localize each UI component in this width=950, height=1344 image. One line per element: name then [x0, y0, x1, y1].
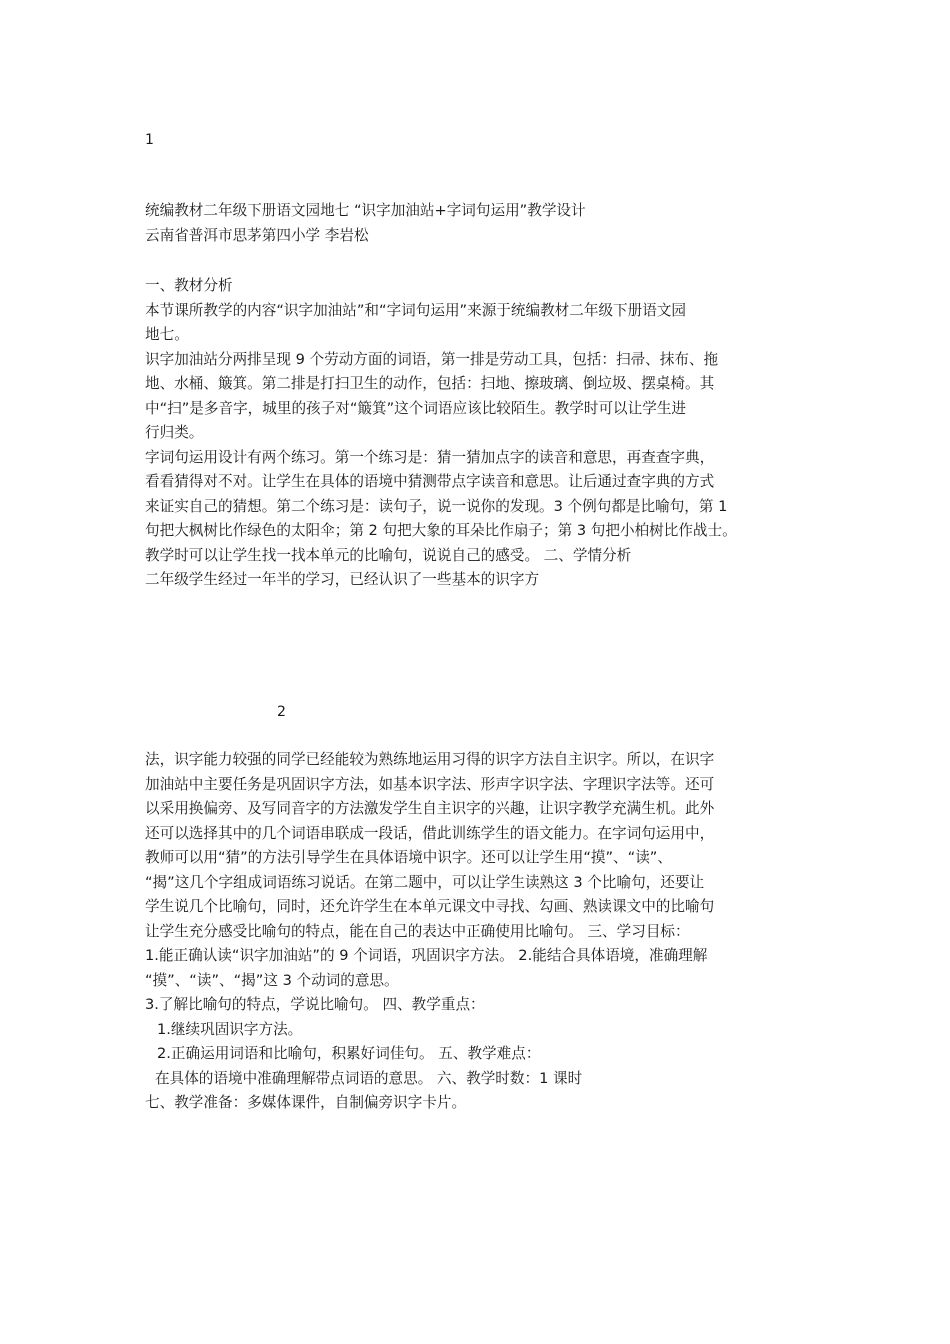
paragraph-line: 来证实自己的猜想。第二个练习是：读句子，说一说你的发现。3 个例句都是比喻句，第 1	[145, 497, 728, 515]
document-title: 统编教材二年级下册语文园地七 “识字加油站+字词句运用”教学设计	[145, 202, 586, 219]
paragraph-line: 还可以选择其中的几个词语串联成一段话，借此训练学生的语文能力。在字词句运用中，	[145, 824, 715, 842]
section-heading-analysis: 一、教材分析	[145, 277, 233, 294]
paragraph-line: 地、水桶、簸箕。第二排是打扫卫生的动作，包括：扫地、擦玻璃、倒垃圾、摆桌椅。其	[145, 375, 715, 392]
objective-line: 1.能正确认读“识字加油站”的 9 个词语，巩固识字方法。 2.能结合具体语境，准确理解	[145, 947, 708, 964]
key-point-line: 1.继续巩固识字方法。	[157, 1020, 303, 1038]
key-point-line: 2.正确运用词语和比喻句，积累好词佳句。 五、教学难点：	[157, 1045, 541, 1062]
paragraph-line: 学生说几个比喻句，同时，还允许学生在本单元课文中寻找、勾画、熟读课文中的比喻句	[145, 898, 715, 915]
paragraph-line: 地七。	[145, 326, 189, 343]
page-number-2: 2	[277, 704, 286, 720]
objective-line: “摸”、“读”、“揭”这 3 个动词的意思。	[145, 971, 399, 989]
paragraph-line: 中“扫”是多音字，城里的孩子对“簸箕”这个词语应该比较陌生。教学时可以让学生进	[145, 399, 687, 417]
paragraph-line: 识字加油站分两排呈现 9 个劳动方面的词语，第一排是劳动工具，包括：扫帚、抹布、拖	[145, 350, 719, 368]
document-title-block	[145, 199, 586, 248]
paragraph-line: 教师可以用“猜”的方法引导学生在具体语境中识字。还可以让学生用“摸”、“读”、	[145, 849, 672, 866]
paragraph-line: 本节课所教学的内容“识字加油站”和“字词句运用”来源于统编教材二年级下册语文园	[145, 301, 687, 319]
paragraph-line: 让学生充分感受比喻句的特点，能在自己的表达中正确使用比喻句。 三、学习目标：	[145, 922, 690, 940]
paragraph-line: “揭”这几个字组成词语练习说话。在第二题中，可以让学生读熟这 3 个比喻句，还要让	[145, 873, 705, 891]
paragraph-line: 加油站中主要任务是巩固识字方法，如基本识字法、形声字识字法、字理识字法等。还可	[145, 775, 715, 793]
paragraph-line: 行归类。	[145, 424, 204, 441]
paragraph-line: 二年级学生经过一年半的学习，已经认识了一些基本的识字方	[145, 571, 540, 588]
author-line: 云南省普洱市思茅第四小学 李岩松	[145, 226, 369, 244]
paragraph-line: 字词句运用设计有两个练习。第一个练习是：猜一猜加点字的读音和意思，再查查字典，	[145, 448, 715, 466]
paragraph-line: 法，识字能力较强的同学已经能较为熟练地运用习得的识字方法自主识字。所以，在识字	[145, 751, 715, 768]
objective-line: 3.了解比喻句的特点，学说比喻句。 四、教学重点：	[145, 996, 485, 1013]
paragraph-line: 看看猜得对不对。让学生在具体的语境中猜测带点字读音和意思。让后通过查字典的方式	[145, 473, 715, 490]
difficulty-line: 在具体的语境中准确理解带点词语的意思。 六、教学时数：1 课时	[155, 1069, 583, 1087]
paragraph-line: 句把大枫树比作绿色的太阳伞；第 2 句把大象的耳朵比作扇子；第 3 句把小柏树比作战士。	[145, 522, 737, 539]
page-number-1: 1	[145, 132, 154, 148]
paragraph-line: 以采用换偏旁、及写同音字的方法激发学生自主识字的兴趣，让识字教学充满生机。此外	[145, 800, 715, 817]
paragraph-line: 教学时可以让学生找一找本单元的比喻句，说说自己的感受。 二、学情分析	[145, 546, 632, 564]
page2-body	[145, 748, 714, 1116]
preparation-line: 七、教学准备：多媒体课件，自制偏旁识字卡片。	[145, 1094, 467, 1111]
page1-body	[145, 274, 737, 593]
